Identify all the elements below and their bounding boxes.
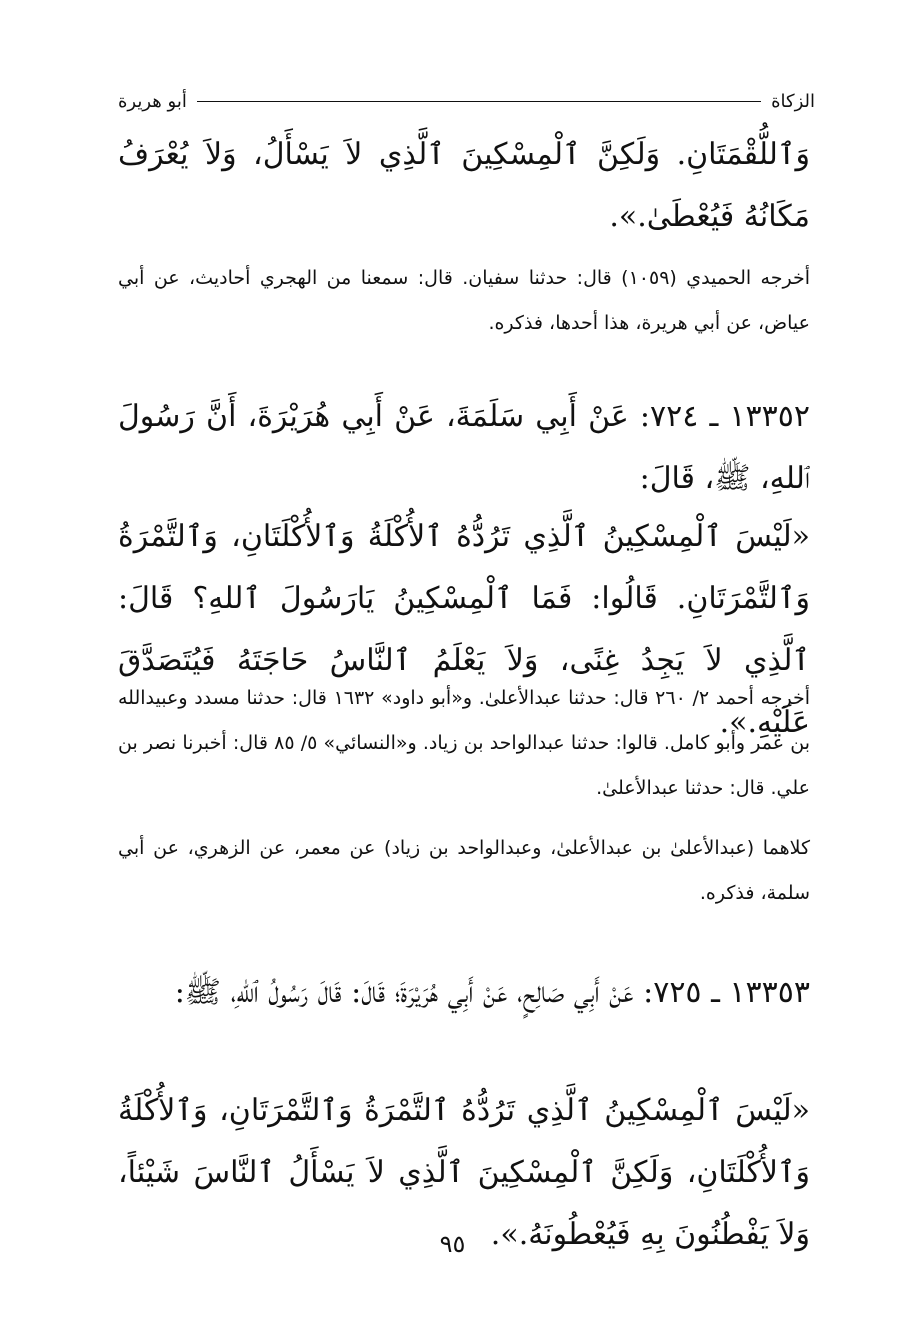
hadith-heading: ١٣٣٥٢ ـ ٧٢٤: عَنْ أَبِي سَلَمَةَ، عَنْ أَبِي هُرَيْرَةَ، أَنَّ رَسُولَ ٱللهِ، ﷺ، قَالَ: [118,399,810,496]
header-rule [197,101,761,102]
running-header [118,86,815,116]
takhrij-paragraph: كلاهما (عبدالأعلىٰ بن عبدالأعلىٰ، وعبدالواحد بن زياد) عن معمر، عن الزهري، عن أبي سلمة، فذكره. [118,837,810,904]
header-chapter-title: الزكاة [771,90,815,112]
hadith-text: «لَيْسَ ٱلْمِسْكِينُ ٱلَّذِي تَرُدُّهُ ٱلأُكْلَةُ وَٱلأُكْلَتَانِ، وَٱلتَّمْرَةُ وَٱلتَّمْرَتَانِ. قَالُوا: فَمَا ٱلْمِسْكِينُ يَارَسُولَ ٱللهِ؟ قَالَ: ٱلَّذِي لاَ يَجِدُ غِنًى، وَلاَ يَعْلَمُ ٱلنَّاسُ حَاجَتَهُ فَيُتَصَدَّقَ عَلَيْهِ.». [118,519,810,740]
takhrij-paragraph: أخرجه الحميدي (١٠٥٩) قال: حدثنا سفيان. قال: سمعنا من الهجري أحاديث، عن أبي عياض، عن أبي هريرة، هذا أحدها، فذكره. [118,267,810,334]
header-companion-name: أبو هريرة [118,90,187,112]
page-number: ٩٥ [439,1230,466,1258]
hadith-text: «لَيْسَ ٱلْمِسْكِينُ ٱلَّذِي تَرُدُّهُ ٱلتَّمْرَةُ وَٱلتَّمْرَتَانِ، وَٱلأُكْلَةُ وَٱلأُكْلَتَانِ، وَلَكِنَّ ٱلْمِسْكِينَ ٱلَّذِي لاَ يَسْأَلُ ٱلنَّاسَ شَيْئاً، وَلاَ يَفْطُنُونَ بِهِ فَيُعْطُونَهُ.». [118,1093,810,1252]
hadith-text-continuation: وَٱللُّقْمَتَانِ. وَلَكِنَّ ٱلْمِسْكِينَ ٱلَّذِي لاَ يَسْأَلُ، وَلاَ يُعْرَفُ مَكَانُهُ فَيُعْطَىٰ.». [118,137,810,234]
takhrij-paragraph: أخرجه أحمد ٢/ ٢٦٠ قال: حدثنا عبدالأعلىٰ. و«أبو داود» ١٦٣٢ قال: حدثنا مسدد وعبيدالله بن عمر وأبو كامل. قالوا: حدثنا عبدالواحد بن زياد. و«النسائي» ٥/ ٨٥ قال: أخبرنا نصر بن علي. قال: حدثنا عبدالأعلىٰ. [118,687,811,799]
hadith-heading: ١٣٣٥٣ ـ ٧٢٥: عَنْ أَبِي صَالِحٍ، عَنْ أَبِي هُرَيْرَةَ؛ قَالَ: قَالَ رَسُولُ ٱللهِ، ﷺ: [174,975,810,1010]
